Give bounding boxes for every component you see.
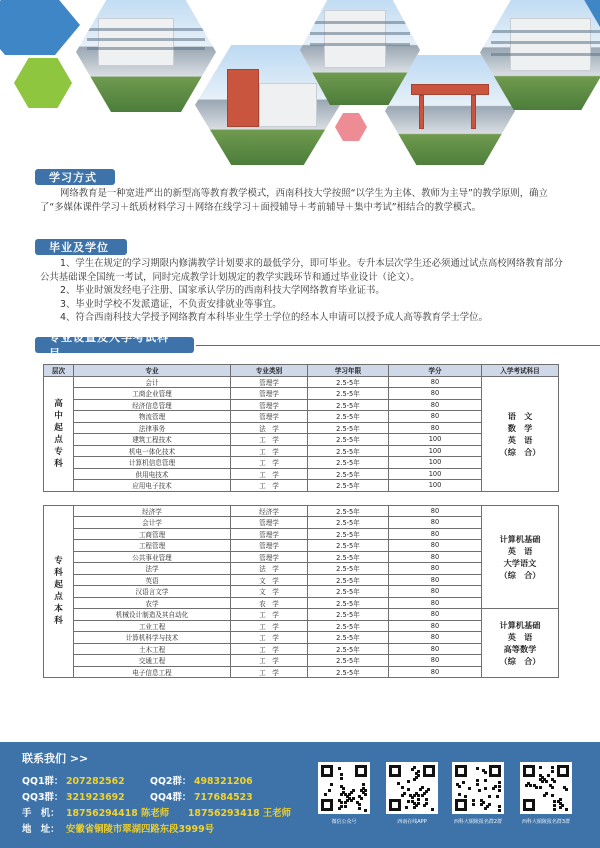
address-row	[22, 821, 214, 835]
major-cell: 经济学	[74, 505, 231, 517]
qr-code-block[interactable]	[452, 762, 504, 825]
col-header-category: 专业类别	[231, 365, 308, 377]
years-cell: 2.5-5年	[308, 376, 389, 388]
qq-row-2	[22, 789, 253, 803]
table-row	[44, 574, 559, 586]
graduation-item: 3、毕业时学校不发派遣证，不负责安排就业等事宜。	[60, 298, 282, 310]
category-cell: 文 学	[231, 586, 308, 598]
years-cell: 2.5-5年	[308, 399, 389, 411]
years-cell: 2.5-5年	[308, 411, 389, 423]
qr-code-icon[interactable]	[520, 762, 572, 814]
credits-cell: 80	[389, 376, 482, 388]
hexagon-photo-banner	[0, 0, 600, 165]
table-row	[44, 399, 559, 411]
address-label: 地 址：	[22, 824, 60, 835]
table-row	[44, 609, 559, 621]
major-cell: 工业工程	[74, 620, 231, 632]
category-cell: 法 学	[231, 563, 308, 575]
years-cell: 2.5-5年	[308, 666, 389, 678]
qr-caption: 微信公众号	[331, 819, 357, 825]
qq-row-1	[22, 773, 253, 787]
major-cell: 汉语言文学	[74, 586, 231, 598]
credits-cell: 80	[389, 666, 482, 678]
exam-subject: 高等数学	[503, 644, 537, 654]
table-row	[44, 517, 559, 529]
table-row	[44, 632, 559, 644]
major-cell: 建筑工程技术	[74, 434, 231, 446]
qq2-value[interactable]: 498321206	[193, 776, 253, 787]
exam-subject: 计算机基础	[499, 620, 541, 630]
table-row	[44, 468, 559, 480]
exam-subject: （综 合）	[499, 569, 541, 580]
graduation-item: 1、学生在规定的学习期限内修满教学计划要求的最低学分，即可毕业。专升本层次学生还必须通过试点高校网络教育部分公共基础课全国统一考试，同时完成教学计划规定的教学实践环节和通过毕业设计（论文）。	[40, 258, 563, 283]
qr-caption: 西科大铜陵报名群3群	[521, 819, 571, 825]
table-row	[44, 597, 559, 609]
table-row	[44, 457, 559, 469]
qq1-value[interactable]: 207282562	[66, 776, 125, 787]
credits-cell: 100	[389, 457, 482, 469]
table-row	[44, 586, 559, 598]
table-row	[44, 445, 559, 457]
level-cell-vocational	[44, 376, 74, 491]
credits-cell: 80	[389, 597, 482, 609]
years-cell: 2.5-5年	[308, 597, 389, 609]
section-title: 专业设置及入学考试科目	[35, 337, 194, 353]
major-cell: 土木工程	[74, 643, 231, 655]
table-row	[44, 376, 559, 388]
table-row	[44, 505, 559, 517]
exam-subject: 英 语	[507, 434, 533, 445]
category-cell: 法 学	[231, 422, 308, 434]
exam-subject: 大学语文	[503, 557, 537, 568]
phone-label: 手 机：	[22, 808, 60, 819]
qr-code-icon[interactable]	[386, 762, 438, 814]
qr-code-block[interactable]	[386, 762, 438, 825]
category-cell: 工 学	[231, 468, 308, 480]
exam-subjects-cell	[482, 376, 559, 491]
contact-footer	[0, 742, 600, 848]
credits-cell: 100	[389, 468, 482, 480]
credits-cell: 80	[389, 586, 482, 598]
exam-subject: 英 语	[507, 632, 533, 642]
category-cell: 工 学	[231, 620, 308, 632]
level-char: 起	[54, 580, 63, 591]
years-cell: 2.5-5年	[308, 586, 389, 598]
category-cell: 工 学	[231, 666, 308, 678]
graduation-item: 2、毕业时颁发经电子注册、国家承认学历的西南科技大学网络教育毕业证书。	[60, 285, 385, 297]
section-title: 学习方式	[35, 169, 115, 185]
category-cell: 工 学	[231, 609, 308, 621]
table-row	[44, 411, 559, 423]
major-cell: 公共事业管理	[74, 551, 231, 563]
level-char: 中	[54, 410, 63, 421]
level-char: 起	[54, 422, 63, 433]
major-cell: 会计学	[74, 517, 231, 529]
section-divider	[196, 345, 600, 346]
credits-cell: 80	[389, 399, 482, 411]
level-char: 高	[54, 398, 63, 409]
col-header-level: 层次	[44, 365, 74, 377]
qr-code-block[interactable]	[318, 762, 370, 825]
major-cell: 英语	[74, 574, 231, 586]
category-cell: 管理学	[231, 517, 308, 529]
table-spacer-row	[44, 491, 559, 505]
exam-subject: （综 合）	[499, 446, 541, 457]
category-cell: 管理学	[231, 551, 308, 563]
study-mode-paragraph	[40, 187, 570, 215]
category-cell: 工 学	[231, 445, 308, 457]
years-cell: 2.5-5年	[308, 457, 389, 469]
exam-subject: 计算机基础	[499, 533, 541, 544]
category-cell: 工 学	[231, 632, 308, 644]
years-cell: 2.5-5年	[308, 643, 389, 655]
table-row	[44, 643, 559, 655]
credits-cell: 80	[389, 643, 482, 655]
category-cell: 文 学	[231, 574, 308, 586]
major-cell: 机械设计制造及其自动化	[74, 609, 231, 621]
credits-cell: 80	[389, 505, 482, 517]
major-cell: 会计	[74, 376, 231, 388]
qr-code-icon[interactable]	[452, 762, 504, 814]
table-row	[44, 422, 559, 434]
qq3-value[interactable]: 321923692	[66, 792, 125, 803]
category-cell: 农 学	[231, 597, 308, 609]
category-cell: 管理学	[231, 540, 308, 552]
study-mode-text: 网络教育是一种宽进严出的新型高等教育教学模式，西南科技大学按照“以学生为主体、教师为主导”的教学原则，确立了“多媒体课件学习＋纸质材料学习＋网络在线学习＋面授辅导＋考前辅导＋集中考试”相结合的教学模式。	[40, 188, 548, 213]
major-cell: 机电一体化技术	[74, 445, 231, 457]
level-char: 科	[54, 568, 63, 579]
qq2-label: QQ2群：	[149, 776, 192, 787]
credits-cell: 80	[389, 540, 482, 552]
qr-code-icon[interactable]	[318, 762, 370, 814]
major-cell: 工商管理	[74, 528, 231, 540]
years-cell: 2.5-5年	[308, 655, 389, 667]
table-row	[44, 480, 559, 492]
level-char: 科	[54, 616, 63, 627]
qq3-label: QQ3群：	[22, 792, 64, 803]
address-value: 安徽省铜陵市翠湖四路东段3999号	[66, 824, 214, 835]
years-cell: 2.5-5年	[308, 574, 389, 586]
credits-cell: 80	[389, 563, 482, 575]
table-header-row	[44, 365, 559, 377]
qq4-value[interactable]: 717684523	[193, 792, 253, 803]
credits-cell: 80	[389, 655, 482, 667]
exam-subject: 语 文	[507, 410, 533, 421]
qq4-label: QQ4群：	[149, 792, 192, 803]
phone-row	[22, 805, 291, 819]
table-row	[44, 528, 559, 540]
major-cell: 物流管理	[74, 411, 231, 423]
credits-cell: 80	[389, 388, 482, 400]
qr-caption: 西南在线APP	[397, 819, 427, 825]
category-cell: 管理学	[231, 376, 308, 388]
section-header-majors	[35, 331, 600, 360]
col-header-exam: 入学考试科目	[482, 365, 559, 377]
years-cell: 2.5-5年	[308, 434, 389, 446]
category-cell: 工 学	[231, 457, 308, 469]
credits-cell: 80	[389, 551, 482, 563]
category-cell: 工 学	[231, 643, 308, 655]
graduation-list	[40, 257, 570, 325]
credits-cell: 100	[389, 434, 482, 446]
category-cell: 管理学	[231, 388, 308, 400]
level-char: 点	[54, 592, 63, 603]
years-cell: 2.5-5年	[308, 422, 389, 434]
section-header-graduation	[35, 238, 127, 256]
graduation-item: 4、符合西南科技大学授予网络教育本科毕业生学士学位的经本人申请可以授予成人高等教育学士学位。	[60, 312, 488, 324]
years-cell: 2.5-5年	[308, 445, 389, 457]
major-cell: 计算机科学与技术	[74, 632, 231, 644]
col-header-major: 专业	[74, 365, 231, 377]
credits-cell: 80	[389, 609, 482, 621]
major-cell: 电子信息工程	[74, 666, 231, 678]
section-title: 毕业及学位	[35, 239, 127, 255]
years-cell: 2.5-5年	[308, 528, 389, 540]
major-cell: 交通工程	[74, 655, 231, 667]
major-cell: 应用电子技术	[74, 480, 231, 492]
category-cell: 工 学	[231, 655, 308, 667]
years-cell: 2.5-5年	[308, 632, 389, 644]
exam-subject: 英 语	[507, 545, 533, 556]
years-cell: 2.5-5年	[308, 609, 389, 621]
qr-caption: 西科大铜陵报名群2群	[453, 819, 503, 825]
years-cell: 2.5-5年	[308, 480, 389, 492]
exam-subjects-cell	[482, 609, 559, 678]
category-cell: 工 学	[231, 480, 308, 492]
spacer-cell	[44, 491, 559, 505]
category-cell: 管理学	[231, 528, 308, 540]
table-row	[44, 551, 559, 563]
major-cell: 法律事务	[74, 422, 231, 434]
major-cell: 供用电技术	[74, 468, 231, 480]
category-cell: 管理学	[231, 411, 308, 423]
category-cell: 工 学	[231, 434, 308, 446]
table-row	[44, 563, 559, 575]
table-row	[44, 388, 559, 400]
col-header-years: 学习年限	[308, 365, 389, 377]
credits-cell: 80	[389, 411, 482, 423]
exam-subjects-cell	[482, 505, 559, 609]
years-cell: 2.5-5年	[308, 620, 389, 632]
col-header-credits: 学分	[389, 365, 482, 377]
credits-cell: 80	[389, 632, 482, 644]
major-cell: 工商企业管理	[74, 388, 231, 400]
level-char: 专	[54, 556, 63, 567]
level-cell-bachelor	[44, 505, 74, 678]
credits-cell: 80	[389, 574, 482, 586]
section-header-study-mode	[35, 168, 115, 186]
credits-cell: 80	[389, 620, 482, 632]
years-cell: 2.5-5年	[308, 517, 389, 529]
credits-cell: 80	[389, 528, 482, 540]
category-cell: 经济学	[231, 505, 308, 517]
level-char: 本	[54, 604, 63, 615]
majors-table	[43, 364, 558, 678]
table-row	[44, 655, 559, 667]
major-cell: 计算机信息管理	[74, 457, 231, 469]
campus-photo-1	[76, 0, 216, 112]
category-cell: 管理学	[231, 399, 308, 411]
level-char: 科	[54, 458, 63, 469]
years-cell: 2.5-5年	[308, 540, 389, 552]
credits-cell: 100	[389, 480, 482, 492]
major-cell: 法学	[74, 563, 231, 575]
years-cell: 2.5-5年	[308, 468, 389, 480]
major-cell: 农学	[74, 597, 231, 609]
qr-code-block[interactable]	[520, 762, 572, 825]
table-row	[44, 540, 559, 552]
credits-cell: 80	[389, 422, 482, 434]
credits-cell: 80	[389, 517, 482, 529]
phone-value[interactable]: 18756294418 陈老师 18756293418 王老师	[66, 808, 292, 819]
contact-title: 联系我们 >>	[22, 752, 89, 765]
decor-hex-blue	[0, 0, 80, 55]
level-char: 点	[54, 434, 63, 445]
level-char: 专	[54, 446, 63, 457]
major-cell: 经济信息管理	[74, 399, 231, 411]
years-cell: 2.5-5年	[308, 563, 389, 575]
table-row	[44, 434, 559, 446]
table-row	[44, 620, 559, 632]
years-cell: 2.5-5年	[308, 551, 389, 563]
major-cell: 工程管理	[74, 540, 231, 552]
years-cell: 2.5-5年	[308, 388, 389, 400]
qq1-label: QQ1群：	[22, 776, 64, 787]
decor-hex-green	[14, 58, 72, 108]
exam-subject: （综 合）	[499, 656, 541, 666]
credits-cell: 100	[389, 445, 482, 457]
exam-subject: 数 学	[507, 422, 533, 433]
years-cell: 2.5-5年	[308, 505, 389, 517]
table-row	[44, 666, 559, 678]
decor-hex-pink	[335, 113, 367, 141]
